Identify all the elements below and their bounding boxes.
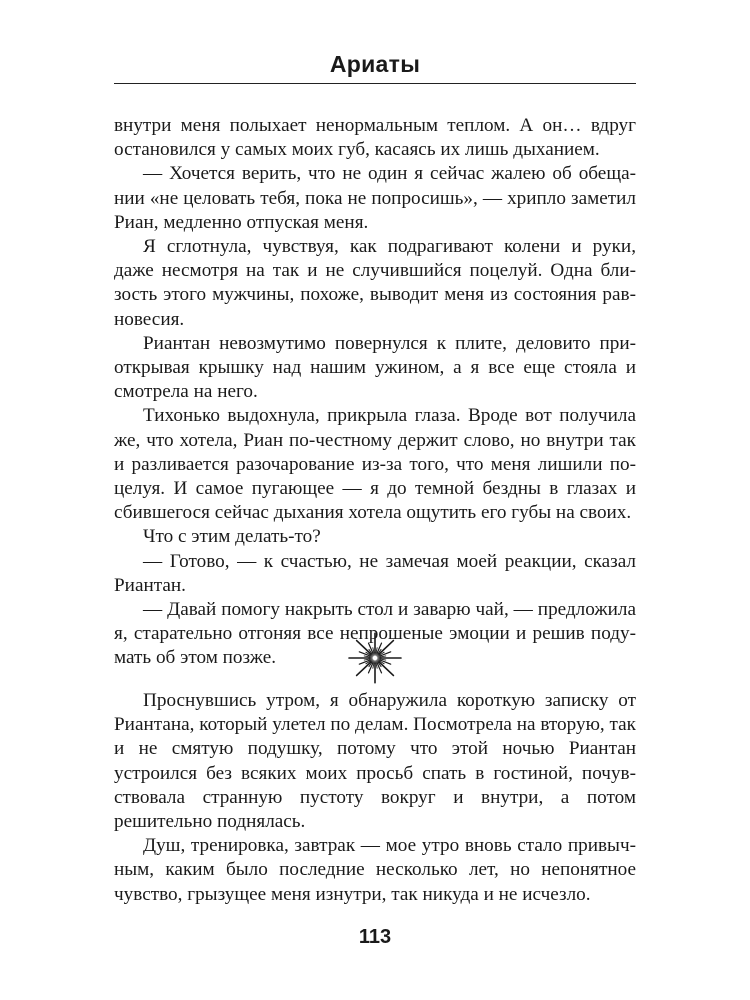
header-rule <box>114 83 636 84</box>
paragraph: Риантан невозмутимо повернулся к плите, деловито приоткрывая крышку над нашим ужином, а я все еще стояла и смотрела на него. <box>114 332 636 403</box>
paragraph: Что с этим делать-то? <box>143 526 321 548</box>
paragraph: Тихонько выдохнула, прикрыла глаза. Вроде вот получила же, что хотела, Риан по-честному держит слово, но внутри так и разливается разочарование из-за того, что меня лишили поцелуя. И самое пугающее — я до темной бездны в глазах и сбившегося сейчас дыхания хотела ощутить его губы на своих. <box>114 405 636 524</box>
running-head-title: Ариаты <box>329 51 421 77</box>
paragraph: — Готово, — к счастью, не замечая моей реакции, сказал Риантан. <box>114 550 636 596</box>
paragraph: внутри меня полыхает ненормальным теплом. А он… вдруг остановился у самых моих губ, касаясь их лишь дыханием. <box>114 115 636 161</box>
page-number: 113 <box>358 926 392 948</box>
paragraph: — Хочется верить, что не один я сейчас жалею об обещании «не целовать тебя, пока не попросишь», — хрипло заметил Риан, медленно отпуская меня. <box>114 163 636 233</box>
paragraph: Душ, тренировка, завтрак — мое утро вновь стало привычным, каким было последние несколько лет, но непонятное чувство, грызущее меня изнутри, так никуда и не исчезло. <box>114 835 636 905</box>
running-head <box>114 48 636 84</box>
paragraph: Проснувшись утром, я обнаружила короткую записку от Риантана, который улетел по делам. Посмотрела на вторую, так и не смятую подушку, потому что этой ночью Риантан устроился без всяких моих просьб спать в гостиной, почувствовала странную пустоту вокруг и внутри, а потом решительно поднялась. <box>114 690 636 833</box>
text-section-2 <box>114 689 636 907</box>
paragraph: Я сглотнула, чувствуя, как подрагивают колени и руки, даже несмотря на так и не случившийся поцелуй. Одна близость этого мужчины, похоже, выводит меня из состояния равновесия. <box>114 236 636 330</box>
text-section-1 <box>114 114 636 671</box>
starburst-ornament-icon <box>335 628 415 688</box>
paragraph: — Давай помогу накрыть стол и заварю чай, — предложила я, старательно отгоняя все непрошеные эмоции и решив подумать об этом позже. <box>114 599 636 669</box>
